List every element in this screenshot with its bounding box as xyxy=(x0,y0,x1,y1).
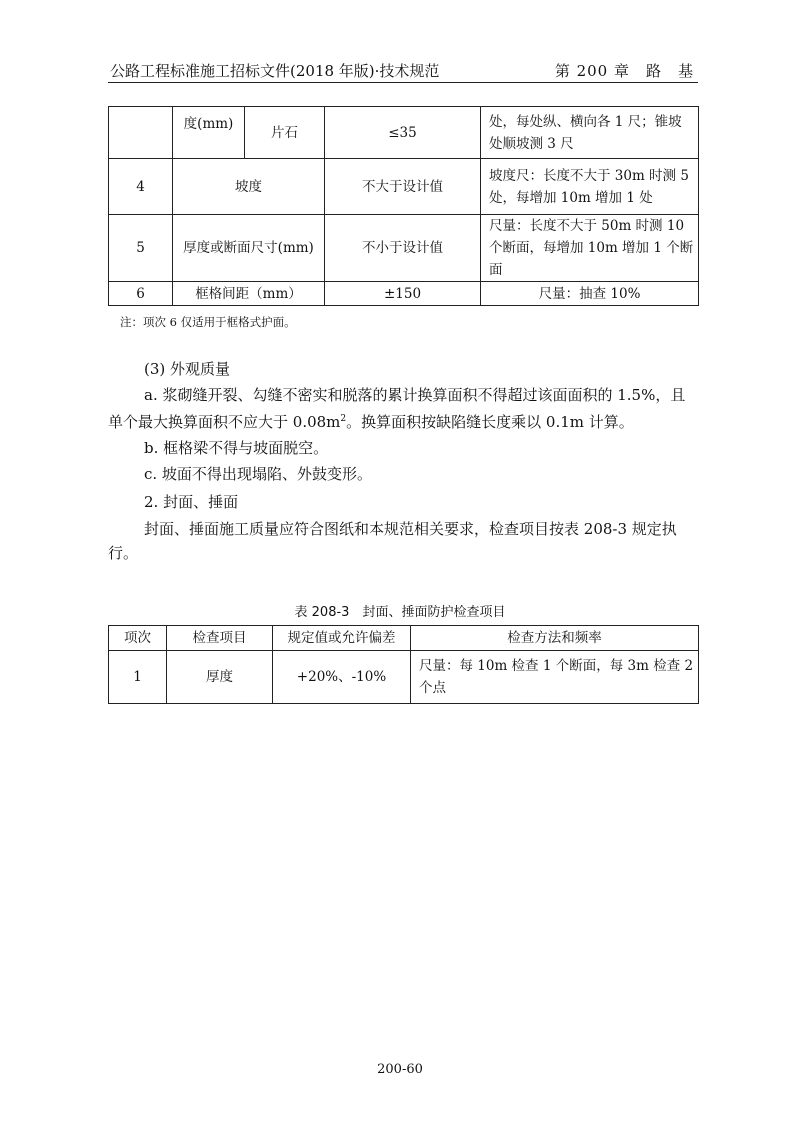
cell-item: 厚度或断面尺寸(mm) xyxy=(173,215,325,282)
cell-value: +20%、-10% xyxy=(273,651,411,704)
section-heading-sealing: 2. 封面、捶面 xyxy=(144,493,239,511)
cell-method: 坡度尺：长度不大于 30m 时测 5 处，每增加 10m 增加 1 处 xyxy=(481,159,699,215)
cell-no: 5 xyxy=(109,215,173,282)
cell-no: 4 xyxy=(109,159,173,215)
cell-method: 处，每处纵、横向各 1 尺；锥坡处顺坡测 3 尺 xyxy=(481,107,699,159)
table-header-row xyxy=(109,626,699,651)
paragraph-a xyxy=(108,383,698,434)
paragraph-c: c. 坡面不得出现塌陷、外鼓变形。 xyxy=(144,465,372,483)
cell-item: 厚度 xyxy=(167,651,273,704)
table-row xyxy=(109,159,699,215)
header-no: 项次 xyxy=(109,626,167,651)
cell-method: 尺量：长度不大于 50m 时测 10 个断面，每增加 10m 增加 1 个断面 xyxy=(481,215,699,282)
cell-item: 度(mm) xyxy=(173,107,245,159)
cell-subitem: 片石 xyxy=(245,107,325,159)
paragraph-a-tail: 。换算面积按缺陷缝长度乘以 0.1m 计算。 xyxy=(346,413,634,431)
inspection-table-continued xyxy=(108,106,699,306)
paragraph-a-text: a. 浆砌缝开裂、勾缝不密实和脱落的累计换算面积不得超过该面面积的 1.5%，且单个最大换算面积不应大于 0.08m xyxy=(108,386,686,431)
cell-item: 框格间距（mm） xyxy=(173,282,325,306)
paragraph-b: b. 框格梁不得与坡面脱空。 xyxy=(144,439,329,457)
cell-item: 坡度 xyxy=(173,159,325,215)
superscript: 2 xyxy=(340,414,347,424)
header-value: 规定值或允许偏差 xyxy=(273,626,411,651)
paragraph-sealing: 封面、捶面施工质量应符合图纸和本规范相关要求，检查项目按表 208-3 规定执行。 xyxy=(108,520,677,562)
table-row xyxy=(109,282,699,306)
header-chapter: 第 200 章 路 基 xyxy=(554,62,694,80)
table-row xyxy=(109,107,699,159)
cell-method: 尺量：每 10m 检查 1 个断面，每 3m 检查 2 个点 xyxy=(411,651,699,704)
table-note: 注：项次 6 仅适用于框格式护面。 xyxy=(120,315,296,329)
sealing-inspection-table xyxy=(108,625,699,704)
cell-value: ≤35 xyxy=(325,107,481,159)
table-caption: 表 208-3 封面、捶面防护检查项目 xyxy=(294,605,506,620)
page-header xyxy=(108,58,698,83)
header-item: 检查项目 xyxy=(167,626,273,651)
table-row xyxy=(109,215,699,282)
cell-value: 不大于设计值 xyxy=(325,159,481,215)
section-heading-appearance: (3) 外观质量 xyxy=(144,360,231,378)
cell-value: 不小于设计值 xyxy=(325,215,481,282)
cell-no: 1 xyxy=(109,651,167,704)
cell-method: 尺量：抽查 10% xyxy=(481,282,699,306)
cell-no: 6 xyxy=(109,282,173,306)
cell-value: ±150 xyxy=(325,282,481,306)
header-title: 公路工程标准施工招标文件(2018 年版)·技术规范 xyxy=(110,62,440,80)
header-method: 检查方法和频率 xyxy=(411,626,699,651)
page-number: 200-60 xyxy=(377,1062,423,1077)
table-row xyxy=(109,651,699,704)
cell-no xyxy=(109,107,173,159)
